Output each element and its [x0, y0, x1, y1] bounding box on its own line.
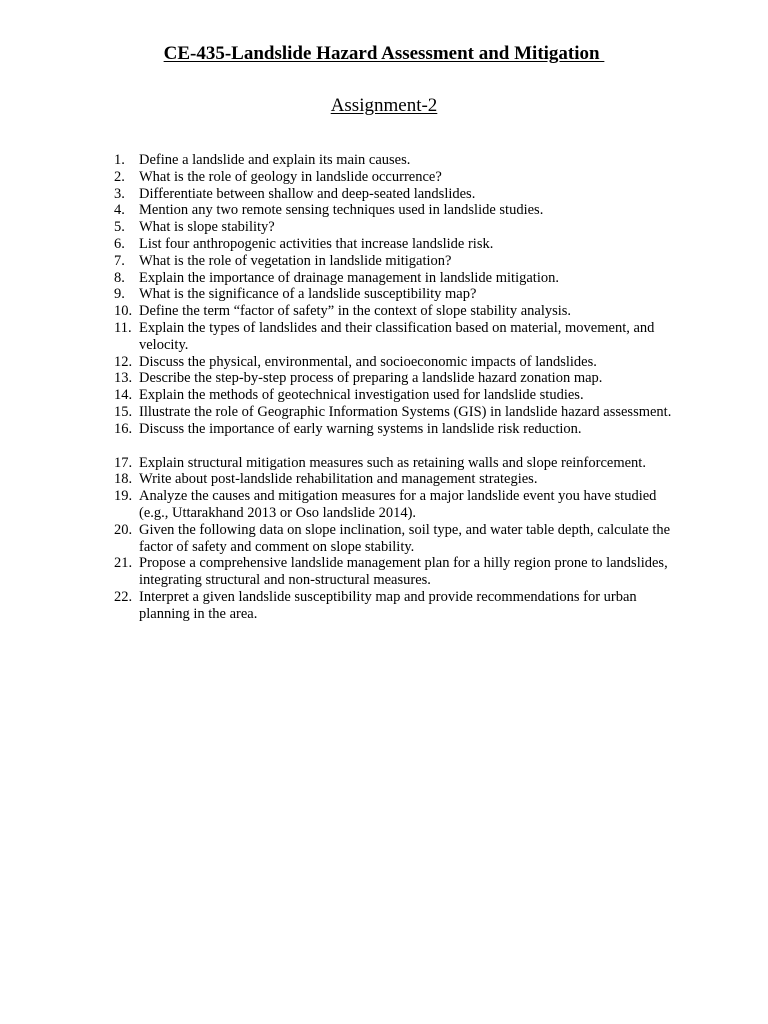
question-item [0, 488, 679, 522]
question-item [0, 236, 679, 253]
question-text: What is the significance of a landslide susceptibility map? [139, 286, 477, 303]
question-number: 17. [114, 454, 133, 471]
question-text: What is the role of geology in landslide occurrence? [139, 168, 442, 185]
question-number: 7. [114, 252, 125, 269]
question-item [0, 303, 679, 320]
question-item [0, 169, 679, 186]
question-text: Discuss the physical, environmental, and socioeconomic impacts of landslides. [139, 353, 597, 370]
question-text: Define the term “factor of safety” in the context of slope stability analysis. [139, 303, 572, 320]
question-number: 3. [114, 185, 125, 202]
question-number: 20. [114, 521, 133, 538]
question-item [0, 387, 679, 404]
question-item [0, 589, 679, 623]
question-item [0, 421, 679, 438]
question-item [0, 186, 679, 203]
question-list [0, 152, 768, 623]
question-item [0, 202, 679, 219]
document-title-text: CE-435-Landslide Hazard Assessment and Mitigation [163, 43, 605, 64]
question-text: Mention any two remote sensing techniques used in landslide studies. [139, 202, 544, 219]
question-item [0, 354, 679, 371]
question-number: 10. [114, 303, 133, 320]
question-text: Describe the step-by-step process of preparing a landslide hazard zonation map. [139, 370, 603, 387]
question-text: Write about post-landslide rehabilitation and management strategies. [139, 471, 538, 488]
question-number: 9. [114, 286, 125, 303]
question-item [0, 253, 679, 270]
question-item [0, 219, 679, 236]
question-item [0, 522, 679, 556]
question-number: 8. [114, 269, 125, 286]
question-number: 1. [114, 152, 125, 168]
question-number: 14. [114, 387, 133, 404]
question-number: 11. [114, 319, 132, 336]
question-text: What is the role of vegetation in landslide mitigation? [139, 252, 452, 269]
question-number: 19. [114, 488, 133, 505]
question-text: Explain the types of landslides and their classification based on material, movement, and velocity. [139, 319, 655, 353]
question-item [0, 471, 679, 488]
question-text: Given the following data on slope inclination, soil type, and water table depth, calculate the factor of safety and comment on slope stability. [139, 521, 671, 555]
question-number: 16. [114, 420, 133, 437]
question-text: Discuss the importance of early warning systems in landslide risk reduction. [139, 420, 582, 437]
question-text: What is slope stability? [139, 219, 275, 236]
question-number: 13. [114, 370, 133, 387]
question-number: 18. [114, 471, 133, 488]
question-number: 22. [114, 588, 133, 605]
question-text: Illustrate the role of Geographic Information Systems (GIS) in landslide hazard assessment. [139, 403, 672, 420]
question-number: 2. [114, 168, 125, 185]
question-text: Define a landslide and explain its main causes. [139, 152, 411, 168]
question-number: 4. [114, 202, 125, 219]
document-subtitle-text: Assignment-2 [330, 95, 438, 116]
question-text: Differentiate between shallow and deep-seated landslides. [139, 185, 476, 202]
question-number: 12. [114, 353, 133, 370]
question-number: 6. [114, 235, 125, 252]
question-item [0, 286, 679, 303]
question-item [0, 320, 679, 354]
question-item [0, 455, 679, 472]
question-number: 15. [114, 403, 133, 420]
section-spacer [0, 438, 768, 455]
question-item [0, 404, 679, 421]
question-text: Interpret a given landslide susceptibility map and provide recommendations for urban planning in the area. [139, 588, 637, 622]
question-text: Analyze the causes and mitigation measures for a major landslide event you have studied (e.g., Uttarakhand 2013 or Oso landslide 2014). [139, 488, 657, 521]
question-item [0, 270, 679, 287]
document-title [0, 42, 768, 66]
question-number: 21. [114, 555, 133, 572]
question-text: Explain the importance of drainage management in landslide mitigation. [139, 269, 559, 286]
document-subtitle [0, 94, 768, 118]
question-text: List four anthropogenic activities that increase landslide risk. [139, 235, 494, 252]
question-text: Explain structural mitigation measures such as retaining walls and slope reinforcement. [139, 454, 646, 471]
question-item [0, 370, 679, 387]
question-text: Explain the methods of geotechnical investigation used for landslide studies. [139, 387, 584, 404]
question-number: 5. [114, 219, 125, 236]
question-text: Propose a comprehensive landslide management plan for a hilly region prone to landslides, integrating structural and non-structural measures. [139, 555, 668, 589]
question-item [0, 152, 679, 169]
question-item [0, 555, 679, 589]
